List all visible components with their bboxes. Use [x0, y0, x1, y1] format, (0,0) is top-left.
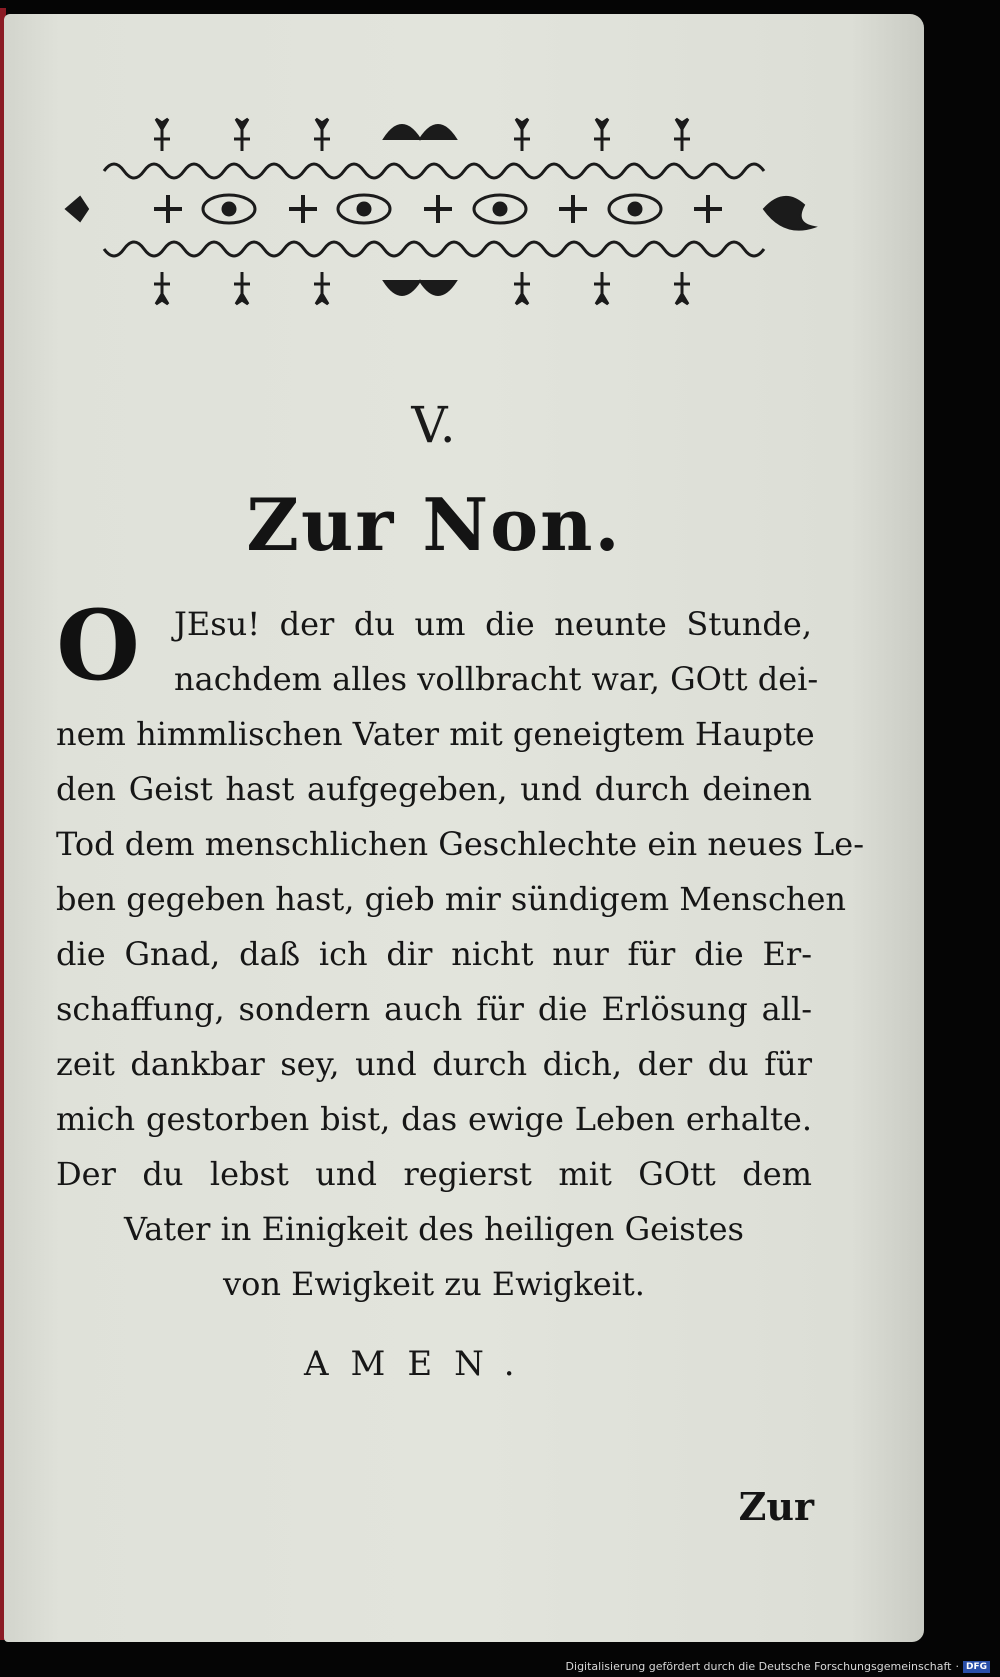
digitization-credit: Digitalisierung gefördert durch die Deutsche Forschungsgemeinschaft · DFG: [566, 1660, 990, 1673]
ornamental-headpiece: [64, 109, 824, 314]
fleuron-row-bottom: [154, 272, 690, 304]
text-line: zeit dankbar sey, und durch dich, der du für: [56, 1045, 812, 1083]
text-line: Der du lebst und regierst mit GOtt dem: [56, 1155, 812, 1193]
decorated-initial: O: [56, 589, 140, 702]
dfg-logo: DFG: [963, 1661, 990, 1673]
book-page: [4, 14, 924, 1642]
text-line: von Ewigkeit zu Ewigkeit.: [223, 1265, 645, 1303]
scroll-band-upper: [104, 164, 764, 178]
scroll-band-lower: [104, 242, 764, 256]
text-line: nem himmlischen Vater mit geneigtem Haupte: [56, 715, 815, 753]
fleuron-row-top: [154, 119, 690, 151]
amen-line: AMEN.: [304, 1344, 537, 1384]
section-number: V.: [411, 396, 457, 454]
text-line: den Geist hast aufgegeben, und durch deinen: [56, 770, 812, 808]
text-line: schaffung, sondern auch für die Erlösung all-: [56, 990, 812, 1028]
text-line: die Gnad, daß ich dir nicht nur für die Er-: [56, 935, 812, 973]
text-line: nachdem alles vollbracht war, GOtt dei-: [174, 660, 819, 698]
section-heading: Zur Non.: [246, 482, 622, 567]
credit-text: Digitalisierung gefördert durch die Deutsche Forschungsgemeinschaft: [565, 1660, 952, 1673]
cross-and-cherub-row: [66, 195, 814, 230]
text-line: Vater in Einigkeit des heiligen Geistes: [124, 1210, 744, 1248]
catchword: Zur: [738, 1484, 814, 1529]
text-line: Tod dem menschlichen Geschlechte ein neues Le-: [56, 825, 865, 863]
text-line: JEsu! der du um die neunte Stunde,: [174, 605, 812, 643]
text-line: ben gegeben hast, gieb mir sündigem Menschen: [56, 880, 847, 918]
text-line: mich gestorben bist, das ewige Leben erhalte.: [56, 1100, 812, 1138]
prayer-text: [56, 589, 865, 1319]
